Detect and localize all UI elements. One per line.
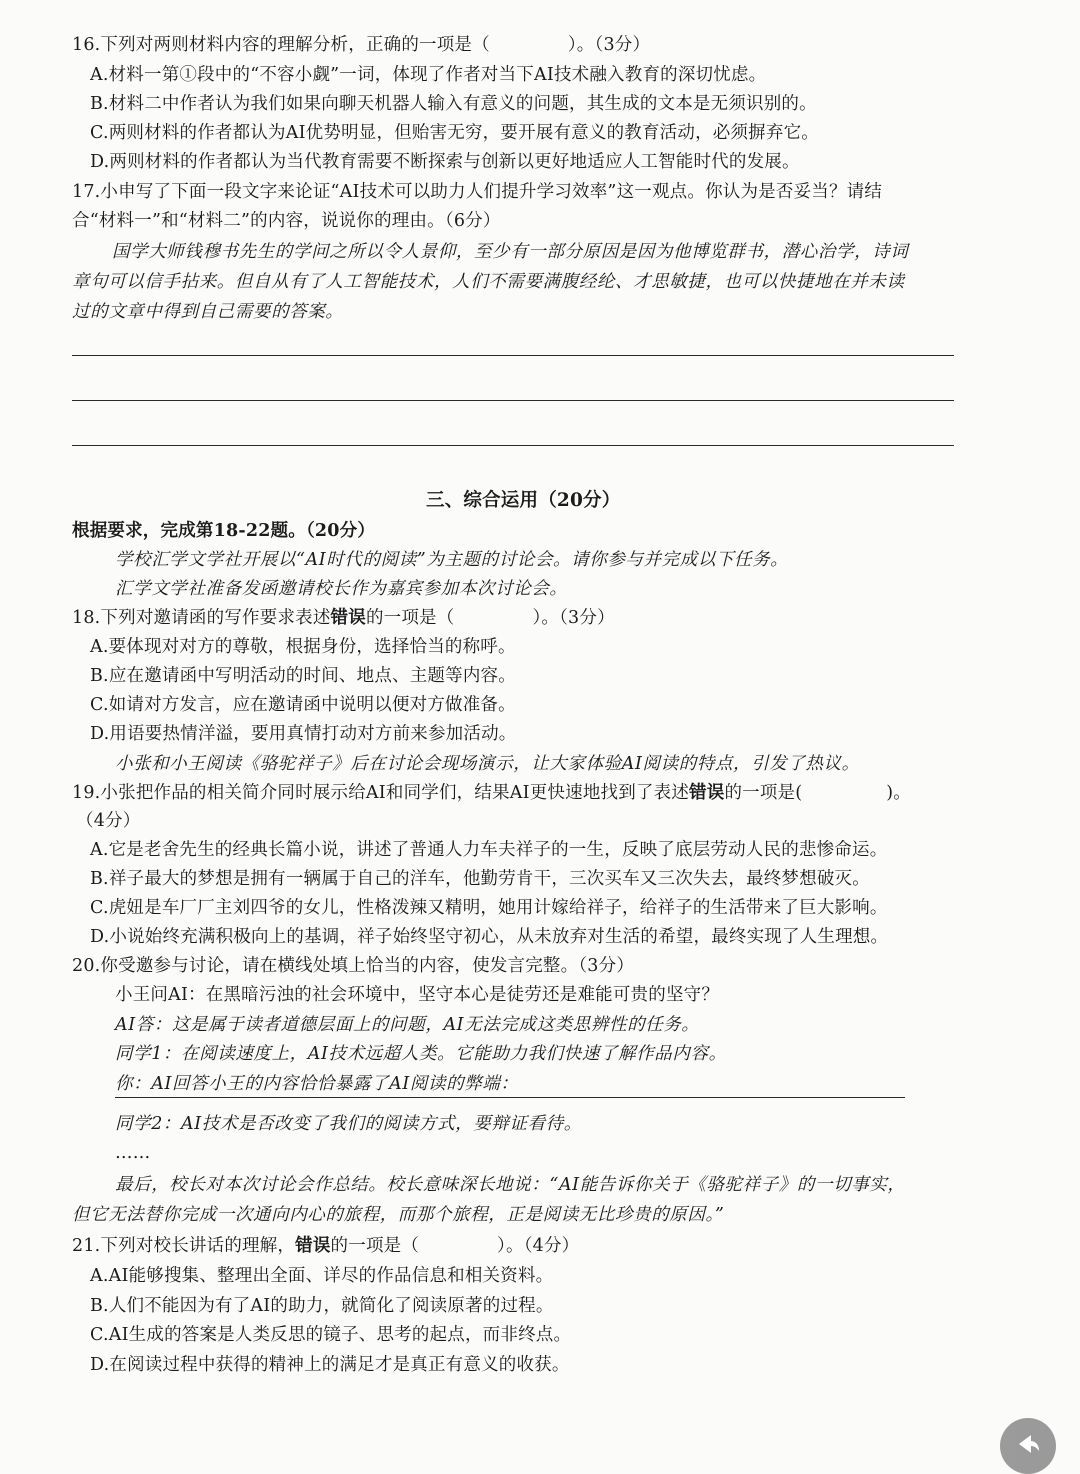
q19-option-c: C.虎妞是车厂厂主刘四爷的女儿，性格泼辣又精明，她用计嫁给祥子，给祥子的生活带来了巨大影响。 <box>90 898 888 918</box>
q16-option-b: B.材料二中作者认为我们如果向聊天机器人输入有意义的问题，其生成的文本是无须识别的。 <box>90 94 817 114</box>
q21-option-b: B.人们不能因为有了AI的助力，就简化了阅读原著的过程。 <box>90 1296 554 1316</box>
q20-dialogue-student1: 同学1：在阅读速度上，AI技术远超人类。它能助力我们快速了解作品内容。 <box>115 1044 727 1064</box>
q20-dialogue-ai: AI答：这是属于读者道德层面上的问题，AI无法完成这类思辨性的任务。 <box>115 1015 700 1035</box>
section-instruction: 根据要求，完成第18-22题。（20分） <box>72 521 376 541</box>
q18-option-c: C.如请对方发言，应在邀请函中说明以便对方做准备。 <box>90 695 516 715</box>
q18-option-d: D.用语要热情洋溢，要用真情打动对方前来参加活动。 <box>90 724 517 744</box>
q16-stem: 16.下列对两则材料内容的理解分析，正确的一项是（ ）。（3分） <box>72 35 651 55</box>
q19-option-d: D.小说始终充满积极向上的基调，祥子始终坚守初心，从未放弃对生活的希望，最终实现了人生理想。 <box>90 927 889 947</box>
q17-passage-line3: 过的文章中得到自己需要的答案。 <box>72 302 344 322</box>
q19-option-b: B.祥子最大的梦想是拥有一辆属于自己的洋车，他勤劳肯干，三次买车又三次失去，最终梦想破灭。 <box>90 869 870 889</box>
q21-option-c: C.AI生成的答案是人类反思的镜子、思考的起点，而非终点。 <box>90 1325 572 1345</box>
q17-passage-line1: 国学大师钱穆书先生的学问之所以令人景仰，至少有一部分原因是因为他博览群书，潜心治学，诗词 <box>112 242 909 262</box>
q21-option-d: D.在阅读过程中获得的精神上的满足才是真正有意义的收获。 <box>90 1355 570 1375</box>
section-title: 三、综合运用（20分） <box>426 490 621 511</box>
q20-dialogue-student2: 同学2：AI技术是否改变了我们的阅读方式，要辩证看待。 <box>115 1114 582 1134</box>
q20-closing-1: 最后，校长对本次讨论会作总结。校长意味深长地说：“AI能告诉你关于《骆驼祥子》的一切事实， <box>115 1175 906 1195</box>
q16-option-c: C.两则材料的作者都认为AI优势明显，但贻害无穷，要开展有意义的教育活动，必须摒弃它。 <box>90 123 819 143</box>
answer-line-3 <box>72 445 954 446</box>
floating-reply-button[interactable] <box>1000 1418 1056 1474</box>
q20-closing-2: 但它无法替你完成一次通向内心的旅程，而那个旅程，正是阅读无比珍贵的原因。” <box>72 1205 725 1225</box>
q19-option-a: A.它是老舍先生的经典长篇小说，讲述了普通人力车夫祥子的一生，反映了底层劳动人民的悲惨命运。 <box>90 840 888 860</box>
q16-option-a: A.材料一第①段中的“不容小觑”一词，体现了作者对当下AI技术融入教育的深切忧虑。 <box>90 65 767 85</box>
answer-line-2 <box>72 400 954 401</box>
section-intro-1: 学校汇学文学社开展以“AI时代的阅读”为主题的讨论会。请你参与并完成以下任务。 <box>115 550 789 570</box>
q20-ellipsis: …… <box>115 1143 151 1163</box>
q18-option-b: B.应在邀请函中写明活动的时间、地点、主题等内容。 <box>90 666 516 686</box>
q19-points: （4分） <box>76 811 141 831</box>
answer-line-1 <box>72 355 954 356</box>
q17-stem-line2: 合“材料一”和“材料二”的内容，说说你的理由。（6分） <box>72 211 501 231</box>
q18-stem: 18.下列对邀请函的写作要求表述错误的一项是（ ）。（3分） <box>72 608 615 628</box>
q18-note: 小张和小王阅读《骆驼祥子》后在讨论会现场演示，让大家体验AI阅读的特点，引发了热议。 <box>115 754 860 774</box>
section-intro-2: 汇学文学社准备发函邀请校长作为嘉宾参加本次讨论会。 <box>115 579 568 599</box>
q20-stem: 20.你受邀参与讨论，请在横线处填上恰当的内容，使发言完整。（3分） <box>72 956 635 976</box>
q16-option-d: D.两则材料的作者都认为当代教育需要不断探索与创新以更好地适应人工智能时代的发展。 <box>90 152 800 172</box>
q17-passage-line2: 章句可以信手拈来。但自从有了人工智能技术，人们不需要满腹经纶、才思敏捷，也可以快捷地在并未读 <box>72 272 905 292</box>
q20-dialogue-wang: 小王问AI：在黑暗污浊的社会环境中，坚守本心是徒劳还是难能可贵的坚守？ <box>115 985 720 1005</box>
q17-stem-line1: 17.小申写了下面一段文字来论证“AI技术可以助力人们提升学习效率”这一观点。你认为是否妥当？请结 <box>72 182 883 202</box>
q21-stem: 21.下列对校长讲话的理解，错误的一项是（ ）。（4分） <box>72 1236 580 1256</box>
q19-stem: 19.小张把作品的相关简介同时展示给AI和同学们，结果AI更快速地找到了表述错误的一项是( )。 <box>72 783 911 803</box>
q20-fill-in-line[interactable]: 你：AI回答小王的内容恰恰暴露了AI阅读的弊端： <box>115 1073 905 1098</box>
q18-option-a: A.要体现对对方的尊敬，根据身份，选择恰当的称呼。 <box>90 637 516 657</box>
q21-option-a: A.AI能够搜集、整理出全面、详尽的作品信息和相关资料。 <box>90 1266 554 1286</box>
reply-arrow-icon <box>1014 1430 1042 1462</box>
